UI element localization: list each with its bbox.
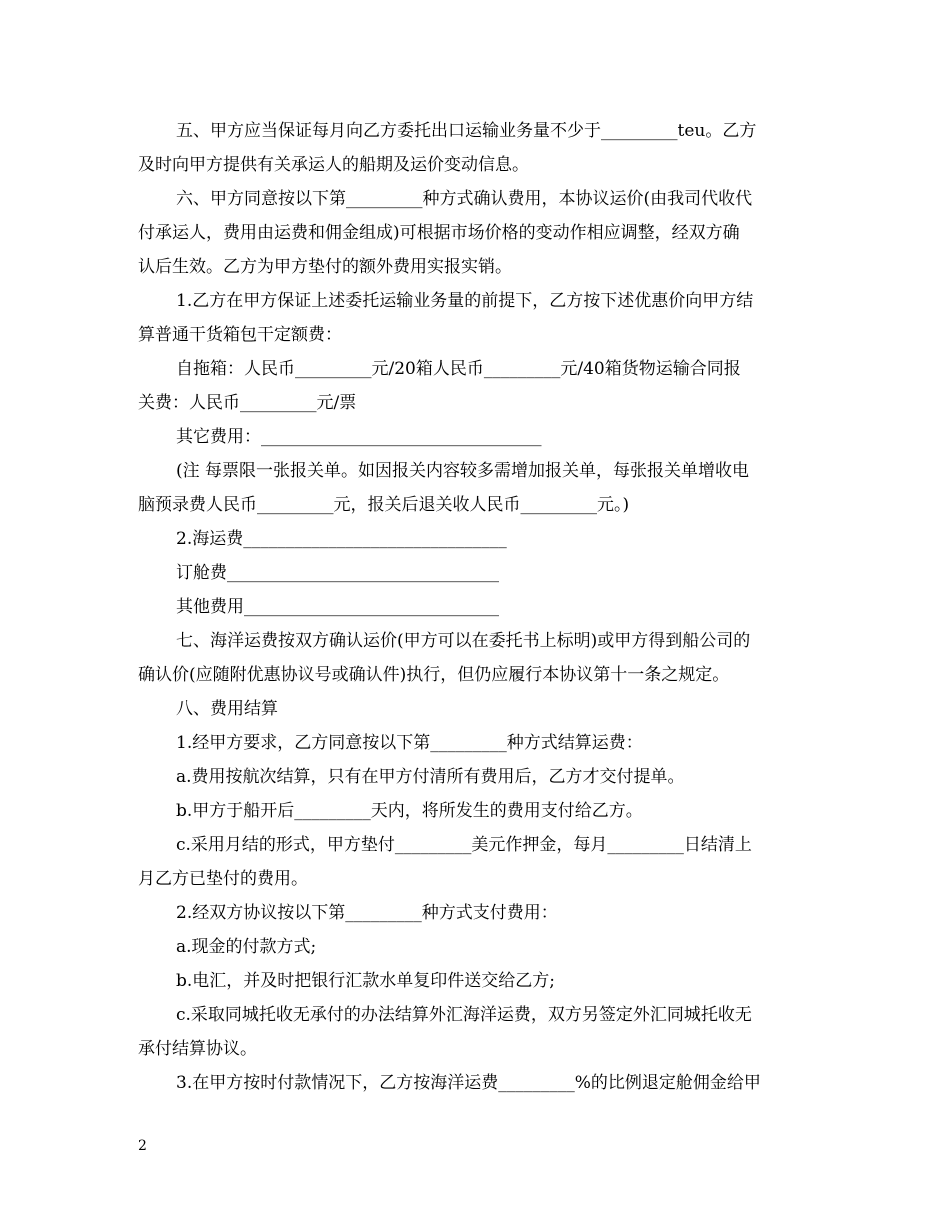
text-line: (注 每票限一张报关单。如因报关内容较多需增加报关单，每张报关单增收电 [176, 461, 750, 481]
document-body [138, 114, 814, 1100]
text-line: 1.乙方在甲方保证上述委托运输业务量的前提下，乙方按下述优惠价向甲方结 [176, 291, 754, 311]
text-line: 订舱费________________________________ [176, 563, 499, 583]
text-line: b.电汇，并及时把银行汇款水单复印件送交给乙方; [176, 971, 556, 991]
text-line: 脑预录费人民币_________元，报关后退关收人民币_________元。) [138, 495, 630, 515]
text-line: 月乙方已垫付的费用。 [138, 869, 308, 889]
text-line: 五、甲方应当保证每月向乙方委托出口运输业务量不少于_________teu。乙方 [176, 121, 757, 141]
text-line: 2.经双方协议按以下第_________种方式支付费用： [176, 903, 558, 923]
text-line: a.费用按航次结算，只有在甲方付清所有费用后，乙方才交付提单。 [176, 767, 685, 787]
text-line: 认后生效。乙方为甲方垫付的额外费用实报实销。 [138, 257, 512, 277]
text-line: 其他费用______________________________ [176, 597, 499, 617]
text-line: 3.在甲方按时付款情况下，乙方按海洋运费_________%的比例退定舱佣金给甲 [176, 1073, 761, 1093]
text-line: c.采用月结的形式，甲方垫付_________美元作押金，每月_________日结清上 [176, 835, 752, 855]
text-line: 六、甲方同意按以下第_________种方式确认费用，本协议运价(由我司代收代 [176, 189, 753, 209]
text-line: 算普通干货箱包干定额费： [138, 325, 342, 345]
text-line: 承付结算协议。 [138, 1039, 257, 1059]
page-number: 2 [138, 1138, 147, 1154]
text-line: 2.海运费_______________________________ [176, 529, 507, 549]
text-line: 及时向甲方提供有关承运人的船期及运价变动信息。 [138, 155, 529, 175]
text-line: 七、海洋运费按双方确认运价(甲方可以在委托书上标明)或甲方得到船公司的 [176, 631, 751, 651]
text-line: 八、费用结算 [176, 699, 278, 719]
text-line: 关费：人民币_________元/票 [138, 393, 357, 413]
text-line: b.甲方于船开后_________天内，将所发生的费用支付给乙方。 [176, 801, 643, 821]
text-line: 其它费用：_________________________________ [176, 427, 542, 447]
text-line: a.现金的付款方式; [176, 937, 317, 957]
text-line: 1.经甲方要求，乙方同意按以下第_________种方式结算运费： [176, 733, 643, 753]
text-line: 付承运人，费用由运费和佣金组成)可根据市场价格的变动作相应调整，经双方确 [138, 223, 740, 243]
text-line: 自拖箱：人民币_________元/20箱人民币_________元/40箱货物运输合同报 [176, 359, 741, 379]
text-line: 确认价(应随附优惠协议号或确认件)执行，但仍应履行本协议第十一条之规定。 [138, 665, 730, 685]
text-line: c.采取同城托收无承付的办法结算外汇海洋运费，双方另签定外汇同城托收无 [176, 1005, 752, 1025]
